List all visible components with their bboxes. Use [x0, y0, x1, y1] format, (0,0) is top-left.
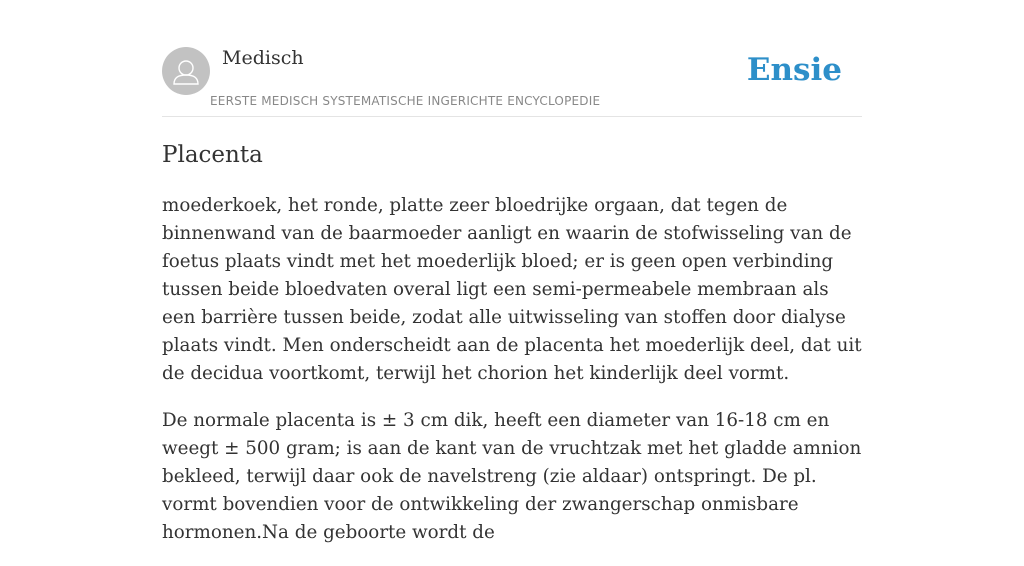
article-paragraph: moederkoek, het ronde, platte zeer bloedrijke orgaan, dat tegen de binnenwand van de baarmoeder aanligt en waarin de stofwisseling van de foetus plaats vindt met het moederlijk bloed; er is geen open verbinding tussen beide bloedvaten overal ligt een semi-permeabele membraan als een barrière tussen beide, zodat alle uitwisseling van stoffen door dialyse plaats vindt. Men onderscheidt aan de placenta het moederlijk deel, dat uit de decidua voortkomt, terwijl het chorion het kinderlijk deel vormt. [162, 195, 862, 384]
article-paragraph: De normale placenta is ± 3 cm dik, heeft een diameter van 16-18 cm en weegt ± 500 gram; is aan de kant van de vruchtzak met het gladde amnion bekleed, terwijl daar ook de navelstreng (zie aldaar) ontspringt. De pl. vormt bovendien voor de ontwikkeling der zwangerschap onmisbare hormonen.Na de geboorte wordt de [162, 410, 862, 543]
source-subtitle: EERSTE MEDISCH SYSTEMATISCHE INGERICHTE ENCYCLOPEDIE [210, 94, 601, 108]
article-title: Placenta [162, 142, 263, 168]
source-avatar[interactable] [162, 47, 210, 95]
user-silhouette-icon [162, 47, 210, 95]
brand-logo[interactable]: Ensie [746, 52, 842, 88]
article-body [162, 192, 866, 566]
source-name[interactable]: Medisch [222, 47, 304, 69]
header [162, 0, 862, 117]
